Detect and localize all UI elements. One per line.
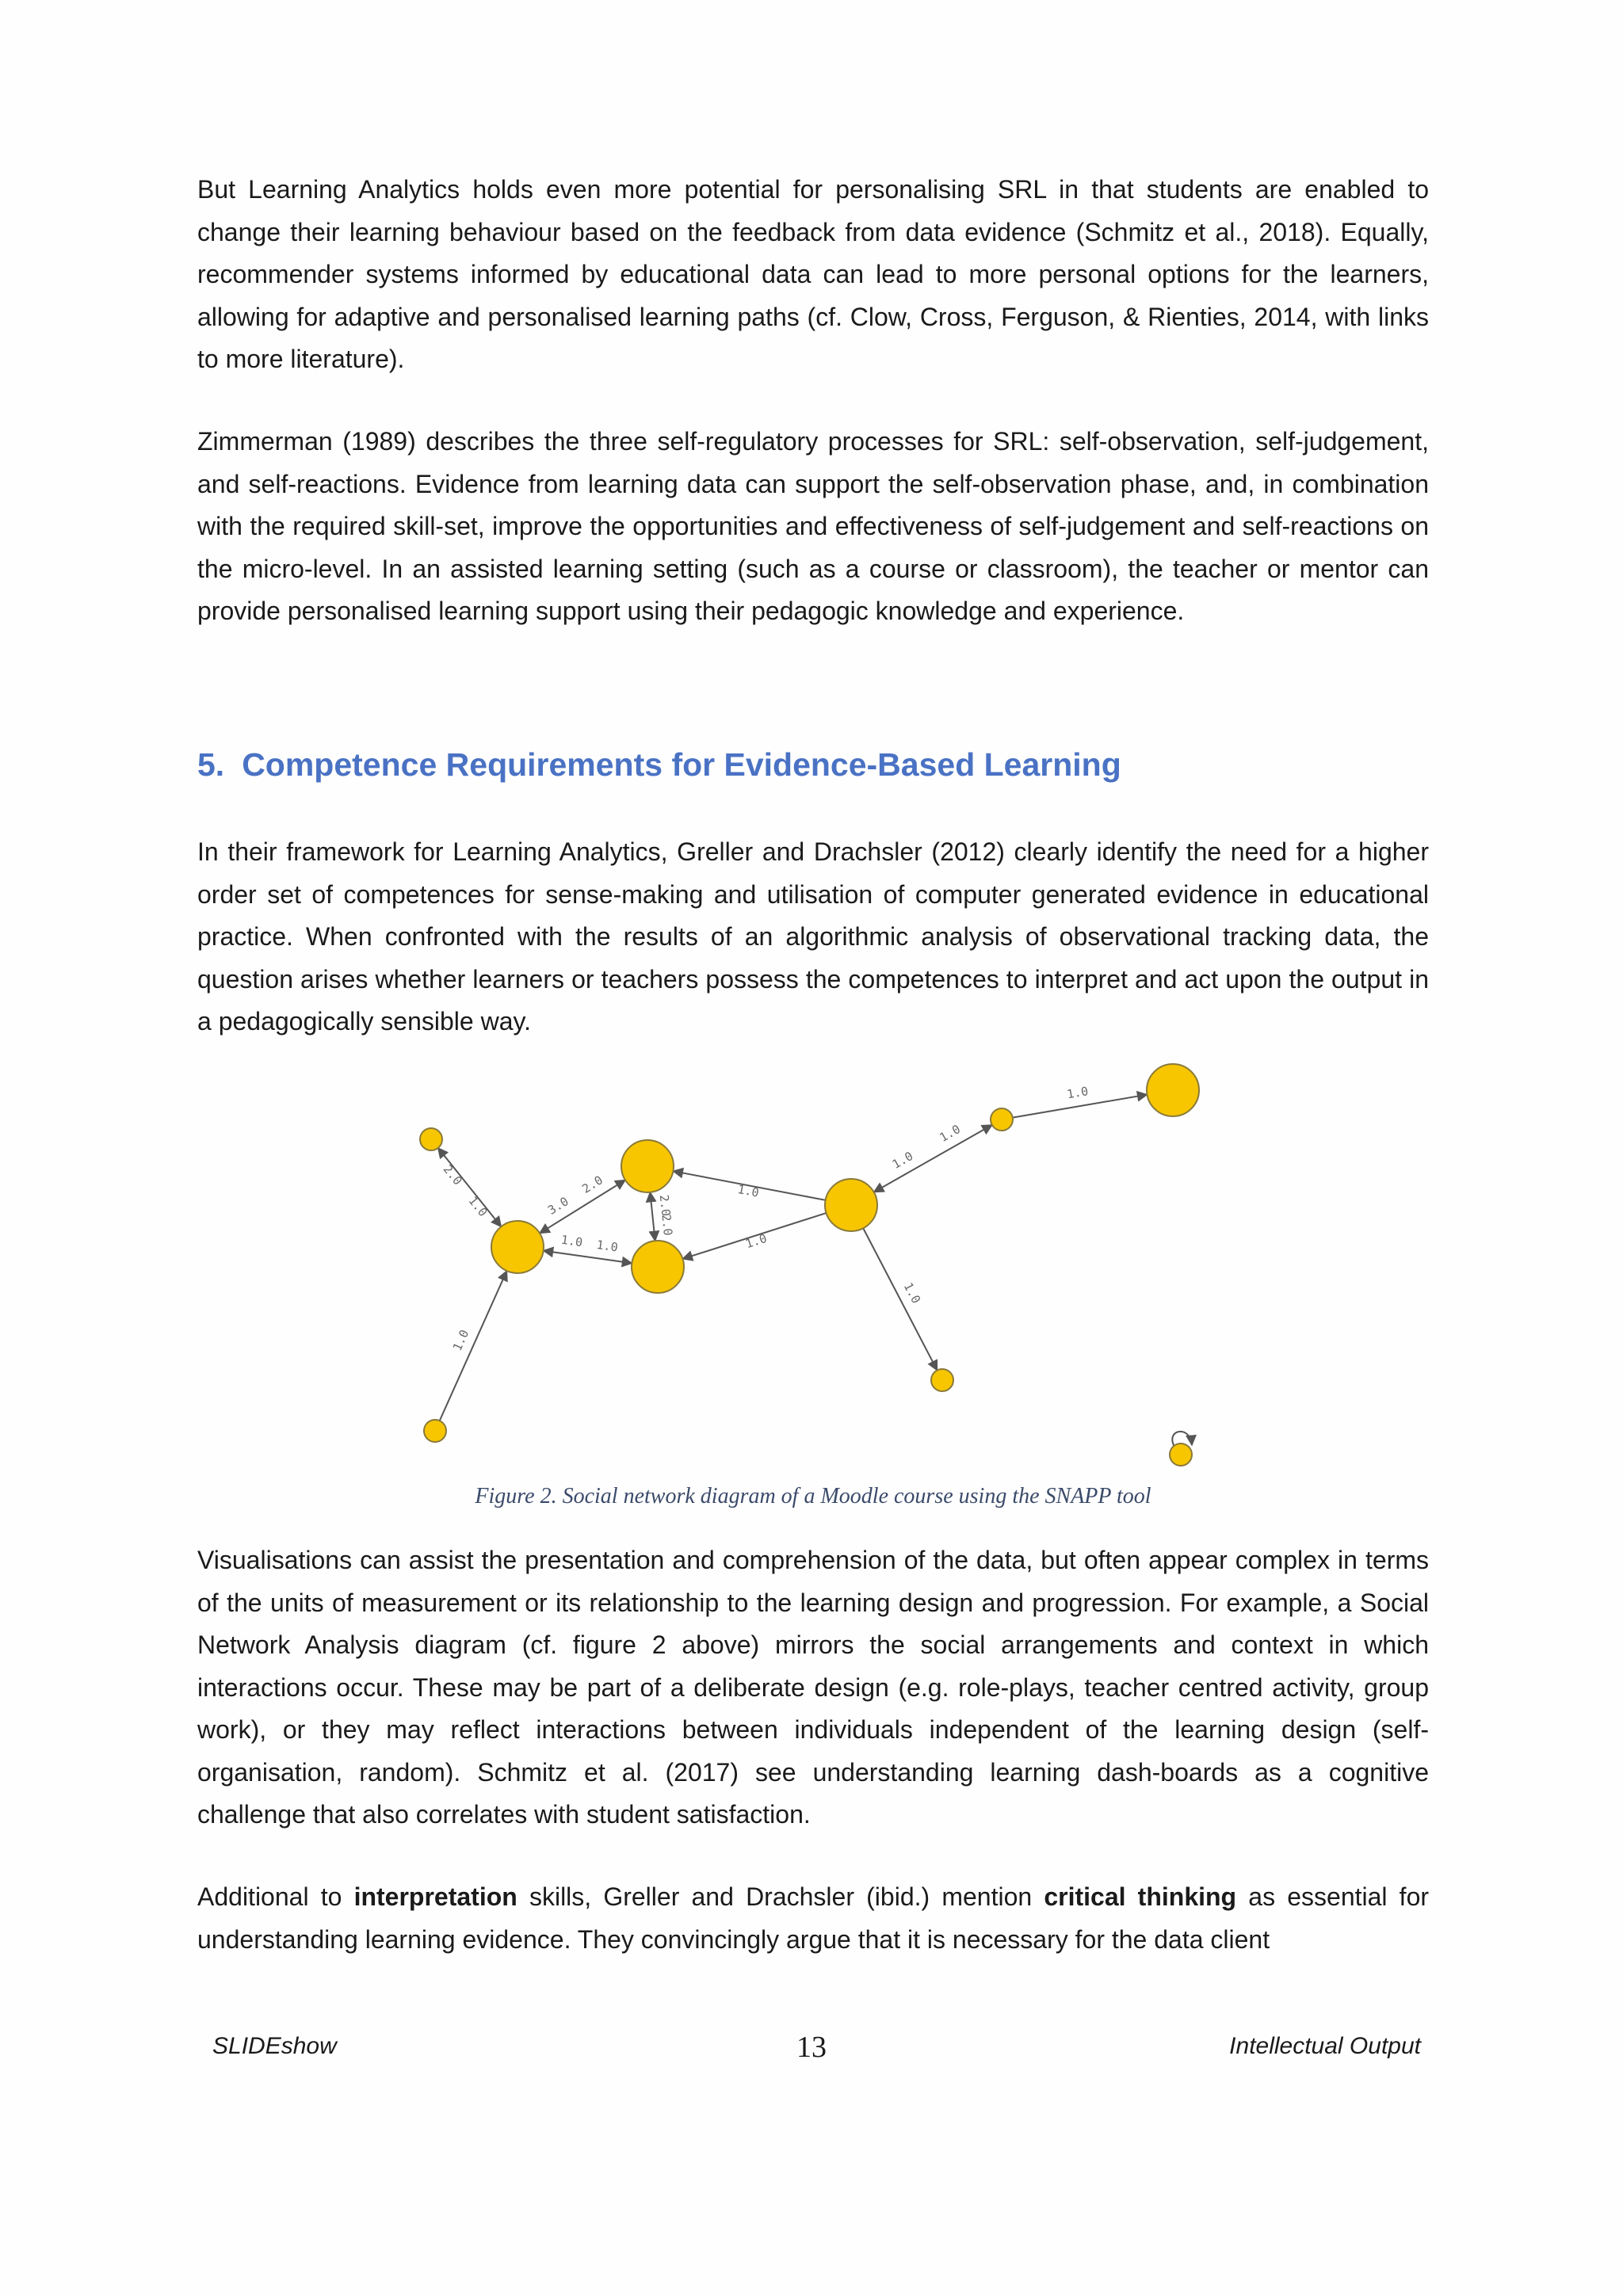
network-edges (438, 1095, 1192, 1447)
edge-weight-label: 1.0 (559, 1232, 584, 1250)
edge-weight-label: 2.0 (656, 1194, 674, 1217)
network-node (931, 1369, 953, 1391)
edge-weight-label: 2.0 (659, 1213, 676, 1237)
figure-caption: Figure 2. Social network diagram of a Moodle course using the SNAPP tool (475, 1484, 1151, 1508)
network-edge (438, 1148, 502, 1226)
paragraph-2: Zimmerman (1989) describes the three self-regulatory processes for SRL: self-observation, self-judgement, and self-reactions. Evidence from learning data can support the self-observation phase, and, in combination with the required skill-set, improve the opportunities and effectiveness of self-judgement and self-reactions on the micro-level. In an assisted learning setting (such as a course or classroom), the teacher or mentor can provide personalised learning support using their pedagogic knowledge and experience. (197, 427, 1429, 625)
edge-weight-label: 1.0 (889, 1148, 916, 1172)
paragraph-4: Visualisations can assist the presentation and comprehension of the data, but often appear complex in terms of the units of measurement or its relationship to the learning design and progression. For example, a Social Network Analysis diagram (cf. figure 2 above) mirrors the social arrangements and context in which interactions occur. These may be part of a deliberate design (e.g. role-plays, teacher centred activity, group work), or they may reflect interactions between individuals independent of the learning design (self-organisation, random). Schmitz et al. (2017) see understanding learning dash-boards as a cognitive challenge that also correlates with student satisfaction. (197, 1546, 1429, 1829)
edge-weight-label: 1.0 (595, 1238, 619, 1255)
network-edge (863, 1228, 937, 1370)
section-title: Competence Requirements for Evidence-Based Learning (242, 746, 1121, 783)
edge-weight-label: 1.0 (736, 1181, 761, 1200)
network-node (1170, 1444, 1192, 1466)
section-heading (197, 746, 1121, 784)
section-number: 5. (197, 746, 225, 783)
footer-right: Intellectual Output (1229, 2033, 1421, 2059)
edge-weight-label: 1.0 (900, 1280, 924, 1306)
page-number: 13 (796, 2031, 827, 2064)
network-node (632, 1241, 684, 1293)
paragraph-3: In their framework for Learning Analytics, Greller and Drachsler (2012) clearly identify the need for a higher order set of competences for sense-making and utilisation of computer generated evidence in educational practice. When confronted with the results of an algorithmic analysis of observational tracking data, the question arises whether learners or teachers possess the competences to interpret and act upon the output in a pedagogically sensible way. (197, 837, 1429, 1035)
p5-bold-critical-thinking: critical thinking (1044, 1882, 1237, 1911)
p5-bold-interpretation: interpretation (353, 1882, 517, 1911)
network-node (424, 1420, 446, 1442)
network-diagram (349, 1058, 1252, 1470)
network-edge (440, 1271, 507, 1421)
edge-weight-label: 1.0 (937, 1122, 963, 1146)
network-node (991, 1108, 1013, 1131)
network-node (621, 1140, 674, 1192)
paragraph-5 (197, 1876, 1429, 1961)
paragraph-1: But Learning Analytics holds even more potential for personalising SRL in that students are enabled to change their learning behaviour based on the feedback from data evidence (Schmitz et al., 2018). Equally, recommender systems informed by educational data can lead to more personal options for the learners, allowing for adaptive and personalised learning paths (cf. Clow, Cross, Ferguson, & Rienties, 2014, with links to more literature). (197, 175, 1429, 373)
network-node (1147, 1064, 1199, 1116)
network-node (420, 1128, 442, 1150)
network-nodes (420, 1064, 1199, 1466)
edge-weight-label: 2.0 (579, 1173, 605, 1196)
network-edge (650, 1192, 655, 1241)
footer-left: SLIDEshow (212, 2033, 337, 2059)
edge-weight-label: 2.0 (440, 1161, 465, 1188)
network-node (825, 1179, 877, 1231)
social-network-figure (349, 1058, 1252, 1470)
network-node (491, 1221, 544, 1273)
edge-weight-label: 1.0 (1065, 1084, 1090, 1102)
p5-text-e: as essential for understanding learning evidence. They convincingly argue that it is necessary for the data client (197, 1882, 1430, 1954)
edge-weight-label: 1.0 (743, 1230, 769, 1252)
p5-text-a: Additional to (197, 1882, 354, 1911)
edge-weight-label: 1.0 (465, 1193, 491, 1220)
network-edge (544, 1251, 632, 1264)
edge-weight-label: 3.0 (545, 1194, 571, 1218)
p5-text-c: skills, Greller and Drachsler (ibid.) mention (517, 1882, 1044, 1911)
edge-weight-label: 1.0 (449, 1327, 472, 1353)
